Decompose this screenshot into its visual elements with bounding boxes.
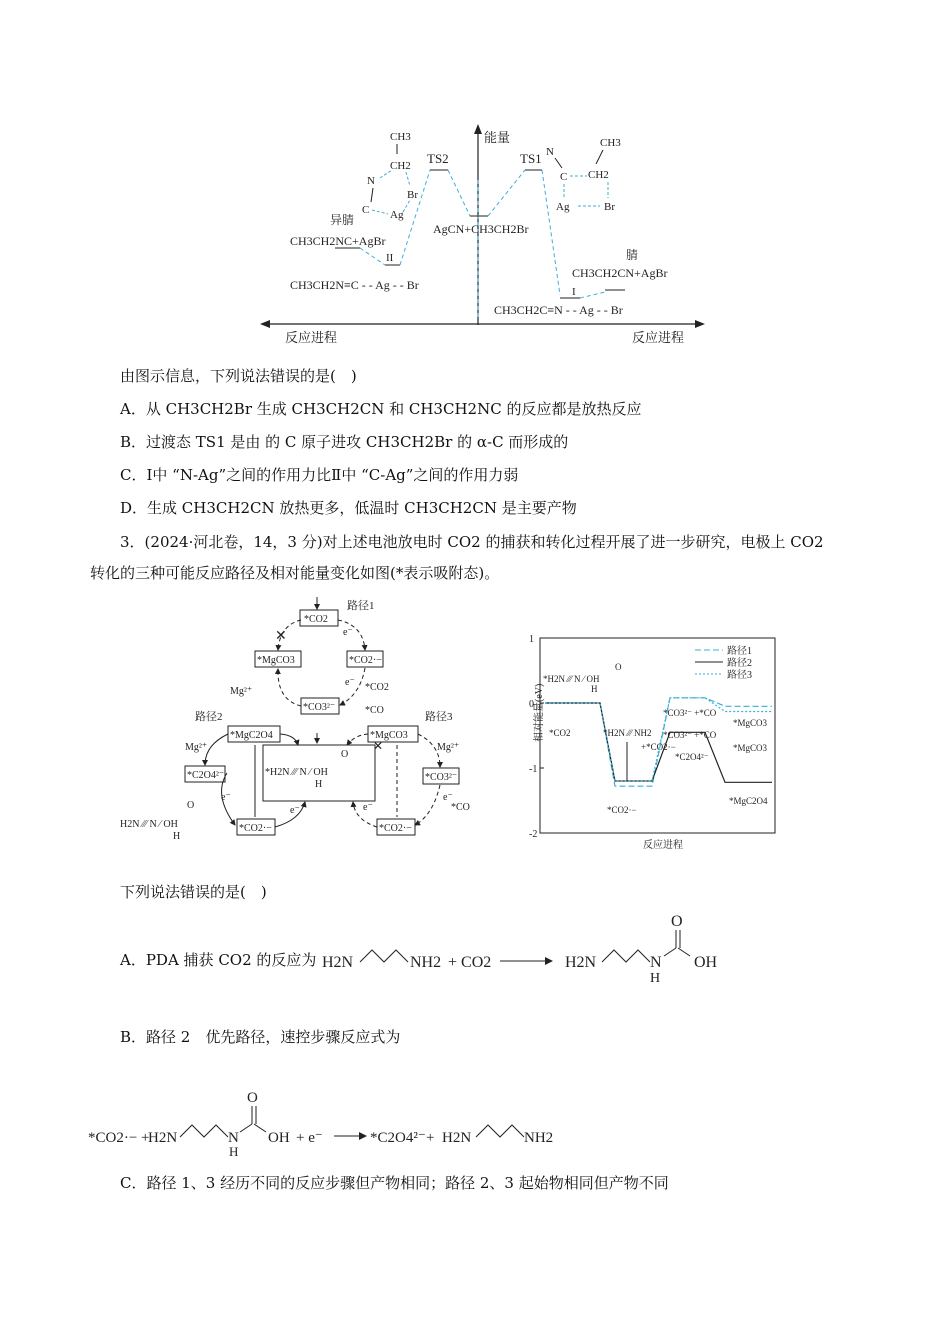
question-stem: 由图示信息，下列说法错误的是( ) — [120, 367, 357, 385]
mgco3-box-right: *MgCO3 — [370, 730, 408, 741]
option-c-2[interactable]: C．路径 1、3 经历不同的反应步骤但产物相同；路径 2、3 起始物相同但产物不同 — [120, 1174, 669, 1192]
svg-text:*MgC2O4: *MgC2O4 — [729, 796, 768, 806]
co3-box-right: *CO3²⁻ — [425, 772, 458, 783]
svg-text:e⁻: e⁻ — [443, 792, 453, 803]
blocked-step-icon: ✕ — [275, 629, 287, 644]
co3-box: *CO3²⁻ — [303, 702, 336, 713]
svg-text:N: N — [546, 146, 554, 158]
svg-text:H: H — [229, 1144, 239, 1159]
intermediate-I: I — [572, 286, 576, 298]
svg-text:e⁻: e⁻ — [363, 802, 373, 813]
legend-label-3: 路径3 — [727, 670, 752, 681]
svg-text:O: O — [187, 800, 195, 811]
nitrile-name: 腈 — [626, 248, 639, 262]
svg-text:Mg²⁺: Mg²⁺ — [185, 742, 208, 753]
svg-text:+ e⁻: + e⁻ — [296, 1130, 323, 1146]
svg-text:*CO: *CO — [451, 802, 470, 813]
option-c-1[interactable]: C．Ⅰ中 “N-Ag”之间的作用力比Ⅱ中 “C-Ag”之间的作用力弱 — [120, 466, 519, 484]
co2rad-box-right: *CO2·− — [379, 823, 412, 834]
blocked-step-icon-2: ✕ — [373, 739, 384, 753]
y-tick-label: -1 — [529, 764, 538, 775]
svg-text:Ag: Ag — [390, 209, 404, 221]
svg-text:H: H — [173, 831, 181, 842]
svg-text:*H2N ⁄⁄⁄ NH2: *H2N ⁄⁄⁄ NH2 — [603, 728, 652, 738]
svg-text:e⁻: e⁻ — [221, 792, 231, 803]
svg-text:H2N: H2N — [565, 954, 597, 971]
center-molecule: *H2N ⁄⁄⁄ N ⁄ OH — [265, 767, 328, 778]
svg-text:*CO2·− +: *CO2·− + — [88, 1130, 150, 1146]
svg-text:H: H — [591, 684, 598, 694]
isonitrile-complex: CH3CH2N≡C - - Ag - - Br — [290, 278, 419, 292]
svg-text:*CO2·−: *CO2·− — [607, 805, 637, 815]
ts2-structure — [362, 131, 418, 221]
svg-text:*H2N ⁄⁄⁄ N ⁄ OH: *H2N ⁄⁄⁄ N ⁄ OH — [543, 674, 600, 684]
question2-stem: 下列说法错误的是( ) — [120, 883, 267, 901]
svg-text:N: N — [650, 954, 662, 971]
svg-text:N: N — [367, 175, 375, 187]
isonitrile-name: 异腈 — [330, 213, 355, 227]
relative-energy-chart — [495, 630, 785, 855]
path1-label: 路径1 — [347, 600, 375, 612]
svg-text:OH: OH — [268, 1130, 290, 1146]
svg-text:Br: Br — [407, 189, 418, 201]
option-b-1[interactable]: B．过渡态 TS1 是由 的 C 原子进攻 CH3CH2Br 的 α-C 而形成的 — [120, 433, 569, 451]
x-axis-label-right: 反应进程 — [632, 330, 685, 345]
mgco3-box: *MgCO3 — [257, 655, 295, 666]
option-b-2[interactable]: B．路径 2 优先路径，速控步骤反应式为 — [120, 1028, 401, 1046]
x-axis-title: 反应进程 — [643, 840, 683, 851]
svg-text:O: O — [615, 662, 622, 672]
nitrile-product: CH3CH2CN+AgBr — [572, 266, 668, 280]
option-d-1[interactable]: D．生成 CH3CH2CN 放热更多，低温时 CH3CH2CN 是主要产物 — [120, 499, 577, 517]
ts1-structure — [546, 137, 621, 213]
svg-text:OH: OH — [694, 954, 718, 971]
svg-text:+ CO2: + CO2 — [448, 954, 492, 971]
svg-text:*CO: *CO — [365, 705, 384, 716]
path3-label: 路径3 — [425, 711, 453, 723]
series-line-3 — [545, 698, 772, 781]
legend-label-1: 路径1 — [727, 646, 752, 657]
svg-text:+: + — [426, 1130, 435, 1146]
question3-line2: 转化的三种可能反应路径及相对能量变化如图(*表示吸附态)。 — [90, 564, 500, 582]
svg-text:e⁻: e⁻ — [345, 677, 355, 688]
svg-text:e⁻: e⁻ — [290, 805, 300, 816]
svg-text:H2N: H2N — [322, 954, 354, 971]
svg-text:H: H — [650, 971, 661, 986]
svg-text:*MgCO3: *MgCO3 — [733, 718, 768, 728]
co2-box: *CO2 — [304, 614, 328, 625]
mgc2o4-box: *MgC2O4 — [230, 730, 273, 741]
svg-text:NH2: NH2 — [410, 954, 442, 971]
isonitrile-product: CH3CH2NC+AgBr — [290, 234, 386, 248]
svg-text:CH3: CH3 — [390, 131, 411, 143]
c2o4-box: *C2O4²⁻ — [187, 770, 225, 781]
option-b-equation — [88, 1090, 568, 1159]
reaction-cycle-figure — [115, 595, 485, 845]
svg-text:O: O — [671, 913, 683, 930]
svg-text:NH2: NH2 — [524, 1130, 554, 1146]
y-tick-label: 0 — [529, 699, 534, 710]
path2-label: 路径2 — [195, 711, 223, 723]
svg-text:*CO2: *CO2 — [365, 682, 389, 693]
svg-text:O: O — [341, 749, 349, 760]
ts2-label: TS2 — [427, 151, 449, 166]
pda-left-molecule: H2N ⁄⁄⁄ N ⁄ OH — [120, 819, 178, 830]
option-a-2[interactable]: A．PDA 捕获 CO2 的反应为 — [120, 951, 317, 969]
option-a-equation — [320, 912, 740, 986]
svg-text:C: C — [560, 171, 568, 183]
svg-text:Mg²⁺: Mg²⁺ — [230, 686, 253, 697]
energy-profile-figure — [260, 120, 720, 345]
svg-text:N: N — [228, 1130, 239, 1146]
question3-line1: 3．(2024·河北卷，14，3 分)对上述电池放电时 CO2 的捕获和转化过程开展了进一步研究，电极上 CO2 — [120, 533, 824, 551]
svg-text:*C2O4²⁻: *C2O4²⁻ — [370, 1130, 426, 1146]
nitrile-complex: CH3CH2C≡N - - Ag - - Br — [494, 303, 623, 317]
svg-text:*CO3²⁻ +*CO: *CO3²⁻ +*CO — [663, 730, 717, 740]
intermediate-II: II — [386, 252, 394, 264]
svg-text:*C2O4²⁻: *C2O4²⁻ — [675, 752, 709, 762]
center-level-label: AgCN+CH3CH2Br — [433, 222, 529, 236]
legend-label-2: 路径2 — [727, 658, 752, 669]
co2rad-box: *CO2·− — [349, 655, 382, 666]
option-a-1[interactable]: A．从 CH3CH2Br 生成 CH3CH2CN 和 CH3CH2NC 的反应都是放热反应 — [120, 400, 642, 418]
svg-text:Ag: Ag — [556, 201, 570, 213]
svg-text:Br: Br — [604, 201, 615, 213]
svg-text:H2N: H2N — [148, 1130, 178, 1146]
chart-annotations — [543, 662, 768, 815]
svg-text:CH2: CH2 — [390, 160, 411, 172]
svg-text:O: O — [247, 1090, 258, 1106]
svg-text:H2N: H2N — [442, 1130, 472, 1146]
y-axis-title: 相对能量(eV) — [534, 683, 545, 742]
svg-text:C: C — [362, 204, 370, 216]
svg-text:+*CO2·−: +*CO2·− — [641, 742, 676, 752]
svg-text:H: H — [315, 779, 323, 790]
svg-text:CH3: CH3 — [600, 137, 621, 149]
y-axis-label: 能量 — [484, 130, 511, 145]
y-tick-label: 1 — [529, 634, 534, 645]
co2rad-box-left: *CO2·− — [239, 823, 272, 834]
svg-text:*CO2: *CO2 — [549, 728, 571, 738]
svg-text:e⁻: e⁻ — [343, 627, 353, 638]
ts1-label: TS1 — [520, 151, 542, 166]
svg-text:CH2: CH2 — [588, 169, 609, 181]
svg-text:Mg²⁺: Mg²⁺ — [437, 742, 460, 753]
svg-text:*CO3²⁻ +*CO: *CO3²⁻ +*CO — [663, 708, 717, 718]
y-tick-label: -2 — [529, 829, 538, 840]
x-axis-label-left: 反应进程 — [285, 330, 338, 345]
svg-text:*MgCO3: *MgCO3 — [733, 743, 768, 753]
